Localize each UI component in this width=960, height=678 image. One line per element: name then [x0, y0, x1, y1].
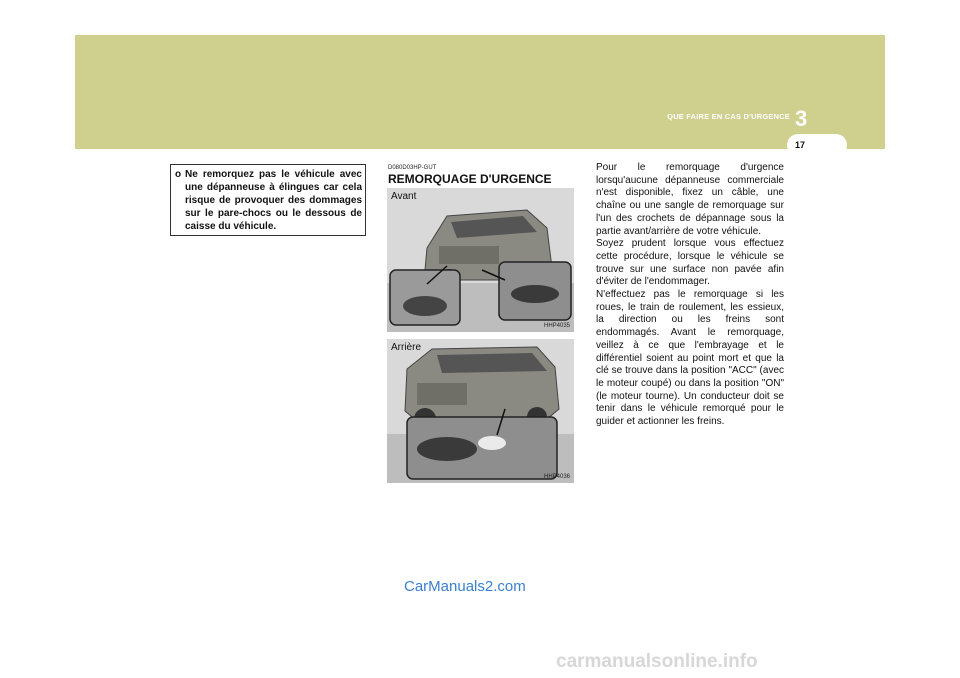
- front-figure-code: HHP4035: [543, 323, 570, 329]
- warning-text: Ne remorquez pas le véhicule avec une dépanneuse à élingues car cela risque de provoquer des dommages sur le pare-chocs ou le dessous de caisse du véhicule.: [185, 169, 362, 232]
- section-code: D080D03HP-GUT: [388, 165, 437, 171]
- rear-vehicle-illustration: [387, 339, 574, 483]
- front-figure-label: Avant: [391, 191, 417, 202]
- body-text: [596, 162, 784, 429]
- rear-figure-label: Arrière: [391, 342, 422, 353]
- watermark-carmanualsonline[interactable]: carmanualsonline.info: [556, 651, 758, 672]
- front-vehicle-illustration: [387, 188, 574, 332]
- chapter-title: QUE FAIRE EN CAS D'URGENCE: [667, 112, 790, 121]
- paragraph-2: Soyez prudent lorsque vous effectuez cette procédure, lorsque le véhicule se trouve sur une surface non pavée afin d'éviter de l'endommager.: [596, 238, 784, 288]
- chapter-number: 3: [795, 106, 808, 131]
- paragraph-3: N'effectuez pas le remorquage si les roues, le train de roulement, les essieux, la direction ou les freins sont endommagés. Avant le remorquage, veillez à ce que l'embrayage et le différentiel soient au point mort et que la clé se trouve dans la position "ACC" (avec le moteur coupé) ou dans la position "ON" (le moteur tourne). Un conducteur doit se tenir dans le véhicule remorqué pour le guider et actionner les freins.: [596, 289, 784, 428]
- warning-box: [170, 164, 366, 236]
- rear-tow-hook-figure: [387, 339, 574, 483]
- paragraph-1: Pour le remorquage d'urgence lorsqu'aucune dépanneuse commerciale n'est disponible, fixez un câble, une chaîne ou une sangle de remorquage sur l'un des crochets de dépannage sous la partie avant/arrière de votre véhicule.: [596, 162, 784, 237]
- warning-bullet: o: [175, 169, 182, 180]
- rear-figure-code: HHP4036: [543, 474, 570, 480]
- page-number: 17: [795, 140, 806, 150]
- front-tow-hook-figure: [387, 188, 574, 332]
- header-band: [75, 35, 885, 149]
- watermark-carmanuals2[interactable]: CarManuals2.com: [404, 578, 526, 595]
- section-title: REMORQUAGE D'URGENCE: [388, 172, 552, 186]
